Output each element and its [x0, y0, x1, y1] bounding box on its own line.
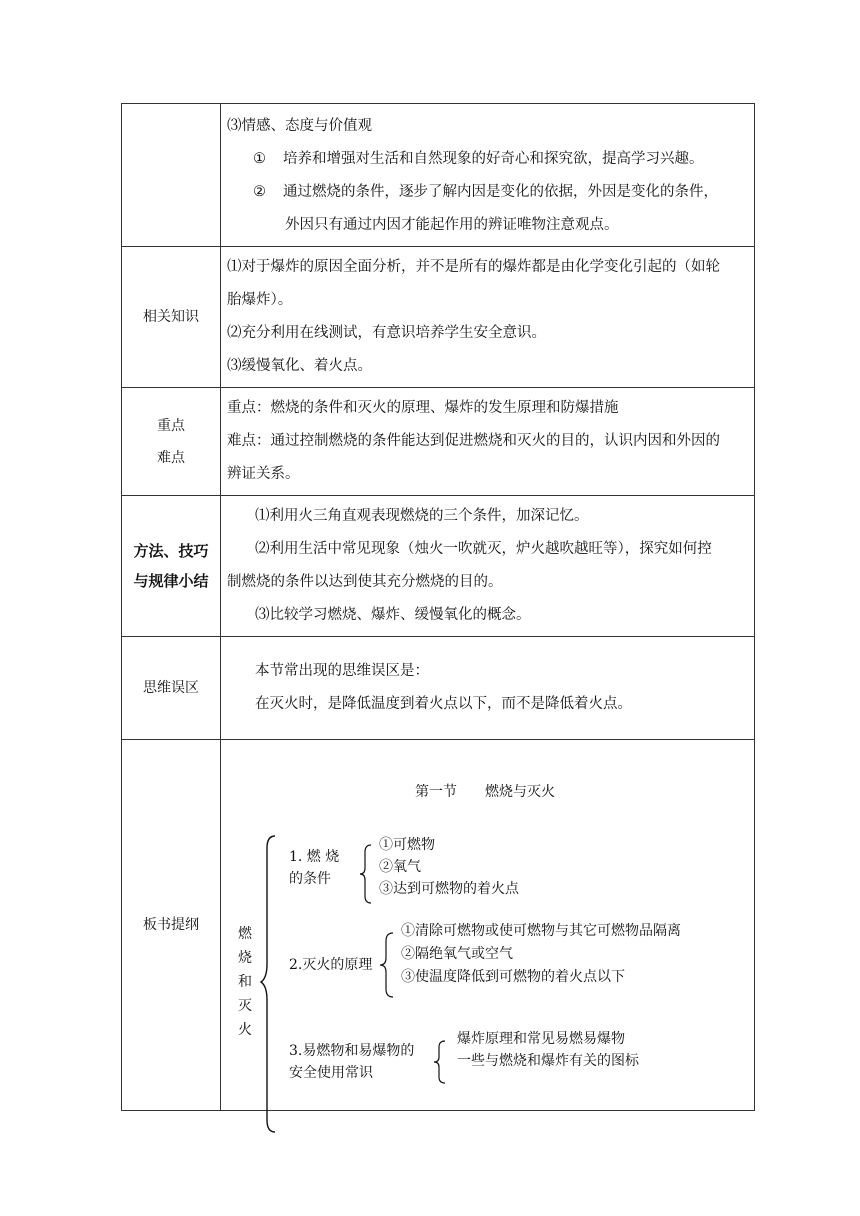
- text-line: ⑴利用火三角直观表现燃烧的三个条件，加深记忆。: [255, 508, 589, 524]
- label-line: 方法、技巧: [133, 542, 209, 560]
- section-heading: 3.易燃物和易爆物的: [289, 1043, 415, 1059]
- row-content: [221, 388, 755, 496]
- text-line: 难点：通过控制燃烧的条件能达到促进燃烧和灭火的目的，认识内因和外因的: [227, 433, 720, 449]
- board-title: 第一节 燃烧与灭火: [415, 784, 555, 800]
- root-char: 火: [238, 1022, 252, 1038]
- text-line: 辨证关系。: [227, 466, 300, 482]
- section-item: ①可燃物: [379, 837, 435, 853]
- board-content: [221, 740, 755, 1111]
- row-label: [122, 496, 221, 637]
- label-line: 重点: [157, 417, 185, 434]
- table-row-misconceptions: [122, 637, 755, 740]
- text-line: ⑵利用生活中常见现象（烛火一吹就灭，炉火越吹越旺等），探究如何控: [255, 541, 712, 557]
- item-text: 通过燃烧的条件，逐步了解内因是变化的依据，外因是变化的条件，: [283, 184, 718, 200]
- table-row-key-points: [122, 388, 755, 496]
- label-line: 与规律小结: [133, 572, 209, 590]
- item-text: 培养和增强对生活和自然现象的好奇心和探究欲，提高学习兴趣。: [283, 151, 704, 167]
- section-item: ②隔绝氧气或空气: [401, 946, 513, 962]
- root-char: 灭: [238, 998, 252, 1014]
- board-root-text: [235, 922, 255, 1042]
- section-heading: 的条件: [289, 871, 331, 887]
- section-brace: [433, 1040, 447, 1084]
- table-row-related-knowledge: [122, 247, 755, 388]
- section-heading: 安全使用常识: [289, 1065, 373, 1081]
- text-line: 制燃烧的条件以达到使其充分燃烧的目的。: [227, 574, 503, 590]
- text-line: ⑶缓慢氧化、着火点。: [227, 358, 372, 374]
- text-line: ⑴对于爆炸的原因全面分析，并不是所有的爆炸都是由化学变化引起的（如轮: [227, 259, 720, 275]
- item-number: ②: [253, 184, 266, 200]
- section-heading: 2.灭火的原理: [289, 957, 373, 973]
- table-row-emotion: [122, 104, 755, 247]
- text-line: 在灭火时，是降低温度到着火点以下，而不是降低着火点。: [255, 696, 632, 712]
- text-line: [227, 143, 748, 176]
- root-char: 和: [238, 974, 252, 990]
- label-line: 难点: [157, 449, 185, 466]
- text-line: ⑶情感、态度与价值观: [227, 118, 372, 134]
- section-brace: [379, 932, 395, 998]
- row-label: [122, 388, 221, 496]
- section-item: 一些与燃烧和爆炸有关的图标: [457, 1053, 639, 1069]
- section-heading: 1. 燃 烧: [289, 849, 340, 865]
- board-outline: [221, 740, 754, 1110]
- text-line: 本节常出现的思维误区是：: [255, 663, 429, 679]
- text-line: ⑵充分利用在线测试，有意识培养学生安全意识。: [227, 325, 546, 341]
- row-content: [221, 104, 755, 247]
- lesson-plan-table: [121, 103, 755, 1111]
- row-label: 板书提纲: [122, 740, 221, 1111]
- text-line: 胎爆炸）。: [227, 292, 293, 308]
- section-item: ①清除可燃物或使可燃物与其它可燃物品隔离: [401, 923, 681, 939]
- root-char: 烧: [238, 950, 252, 966]
- row-label: 思维误区: [122, 637, 221, 740]
- text-line: 重点：燃烧的条件和灭火的原理、爆炸的发生原理和防爆措施: [227, 400, 619, 416]
- row-label-empty: [122, 104, 221, 247]
- section-item: ③使温度降低到可燃物的着火点以下: [401, 969, 625, 985]
- section-item: ③达到可燃物的着火点: [379, 881, 519, 897]
- table-row-board-outline: [122, 740, 755, 1111]
- row-content: [221, 496, 755, 637]
- item-number: ①: [253, 151, 266, 167]
- main-brace: [261, 834, 281, 1134]
- root-char: 燃: [238, 926, 252, 942]
- row-content: [221, 247, 755, 388]
- section-item: ②氧气: [379, 859, 421, 875]
- table-row-methods: [122, 496, 755, 637]
- section-brace: [359, 844, 373, 904]
- text-line: 外因只有通过内因才能起作用的辨证唯物注意观点。: [285, 217, 619, 233]
- text-line: [227, 176, 748, 209]
- row-label: 相关知识: [122, 247, 221, 388]
- text-line: ⑶比较学习燃烧、爆炸、缓慢氧化的概念。: [255, 607, 531, 623]
- row-content: [221, 637, 755, 740]
- section-item: 爆炸原理和常见易燃易爆物: [457, 1031, 625, 1047]
